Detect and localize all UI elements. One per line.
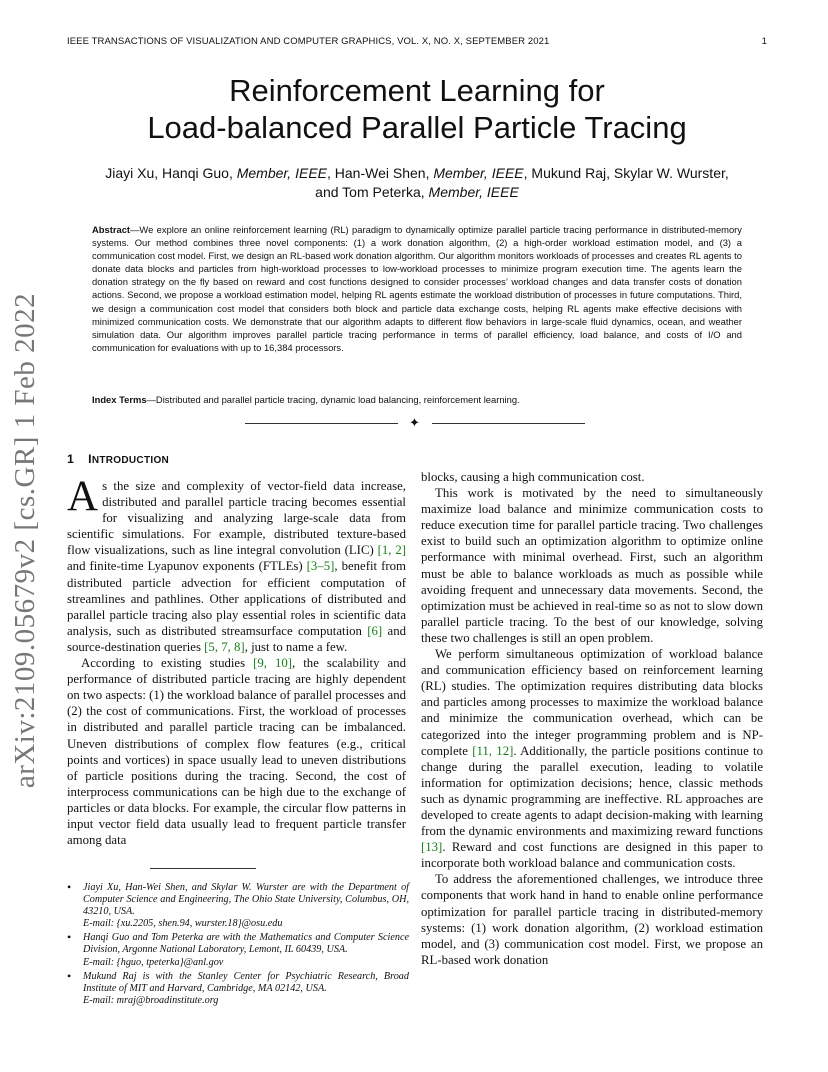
citation-link[interactable]: [6]: [367, 623, 383, 638]
right-column: [421, 469, 763, 968]
paragraph-text: , just to name a few.: [244, 639, 348, 654]
membership: Member, IEEE: [433, 165, 524, 181]
paragraph-text: and source-destination queries: [67, 623, 406, 654]
paragraph: This work is motivated by the need to simultaneously maximize load balance and minimize communication costs to reduce execution time for parallel particle tracing. Two challenges exist to build such an optimization algorithm to optimize online performance with minimal overhead. First, such an algorithm must be able to balance workloads as much as possible while avoiding frequent and unnecessary data movements. Second, the optimization must be achieved in real-time so as not to slow down parallel particle tracing. To the best of our knowledge, solving these two challenges is still an open problem.: [421, 486, 763, 645]
arxiv-stamp: [2, 290, 50, 790]
paragraph-text: . Reward and cost functions are designed in this paper to incorporate both workload balance and communication costs.: [421, 840, 763, 871]
citation-link[interactable]: [13]: [421, 840, 443, 855]
paragraph-text: . Additionally, the particle positions continue to change during the parallel execution, leading to volatile information for optimization decisions; hence, classic methods such as dynamic programming are ineffective. RL approaches are developed to create agents to adapt decision-making with learning from the dynamic environments and maximizing reward functions: [421, 743, 764, 839]
paper-title: [67, 72, 767, 146]
bullet-icon: •: [67, 930, 72, 945]
abstract-text: —We explore an online reinforcement learning (RL) paradigm to dynamically optimize parallel particle tracing performance in distributed-memory systems. Our method combines three novel components: (1) a work donation algorithm, (2) a high-order workload estimation model, and (3) a communication cost model. First, we design an RL-based work donation algorithm. Our algorithm monitors workloads of processes and creates RL agents to donate data blocks and particles from high-workload processes to low-workload processes to minimize program execution time. The agents learn the donation strategy on the fly based on reward and cost functions designed to consider processes’ workload changes and data transfer costs of donation actions. Second, we propose a workload estimation model, helping RL agents estimate the workload distribution of processes in future computations. Third, we design a communication cost model that considers both block and particle data exchange costs, helping RL agents make effective decisions with minimized communication costs. We demonstrate that our algorithm adapts to different flow behaviors in large-scale fluid dynamics, ocean, and weather simulation data. Our algorithm improves parallel particle tracing performance in terms of parallel efficiency, load balance, and costs of I/O and communication for evaluations with up to 16,384 processors.: [92, 224, 742, 353]
email-text: E-mail: {hguo, tpeterka}@anl.gov: [83, 956, 224, 968]
paragraph: To address the aforementioned challenges, we introduce three components that work hand in hand to enable online performance optimization for parallel particle tracing in distributed-memory systems: (1) work donation algorithm, (2) workload estimation model, and (3) communication cost model. First, we propose an RL-based work donation: [421, 872, 763, 967]
title-line-2: Load-balanced Parallel Particle Tracing: [147, 110, 687, 145]
paragraph-text: s the size and complexity of vector-field data increase, distributed and parallel particle tracing becomes essential for visualizing and analyzing large-scale data from scientific simulations. For example, distributed texture-based flow visualizations, such as line integral convolution (LIC): [67, 479, 406, 558]
drop-cap: A: [67, 473, 99, 520]
footnote-item: [67, 968, 409, 1007]
membership: Member, IEEE: [428, 184, 519, 200]
author-line-1: [67, 164, 767, 183]
author-line-2: [67, 183, 767, 202]
paragraph-text: We perform simultaneous optimization of workload balance and communication efficiency based on reinforcement learning (RL) studies. The optimization requires distributing data blocks and particles among processes to maximize the workload balance and minimize the communication overhead, which can be categorized into the integer programming problem and is NP-complete: [421, 647, 763, 758]
index-terms: [92, 393, 742, 406]
author-text: , Mukund Raj, Skylar W. Wurster,: [523, 165, 729, 181]
footnote-item: [67, 932, 409, 968]
abstract-label: Abstract: [92, 224, 131, 235]
journal-name: IEEE TRANSACTIONS OF VISUALIZATION AND COMPUTER GRAPHICS, VOL. X, NO. X, SEPTEMBER 2021: [67, 36, 550, 47]
separator-rule-left: [245, 423, 398, 424]
citation-link[interactable]: [11, 12]: [472, 743, 514, 758]
index-terms-text: —Distributed and parallel particle tracing, dynamic load balancing, reinforcement learning.: [146, 394, 520, 405]
title-line-1: Reinforcement Learning for: [229, 73, 605, 108]
bullet-icon: •: [67, 880, 72, 894]
footnote-rule: [150, 868, 256, 869]
paragraph: [421, 646, 763, 871]
paragraph-text: , the scalability and performance of distributed particle tracing are highly dependent on two aspects: (1) the workload balance of parallel processes and (2) the cost of communications. First, the workload of processes in distributed and parallel particle tracing can be imbalanced. Uneven distributions of complex flow features (e.g., critical points and vortices) in space usually lead to uneven distributions of particle positions during the tracing. Second, the cost of interprocess communications can be high due to the exchange of particles or data blocks. For example, the circular flow patterns in input vector field data usually lead to frequent particle transfer among data: [67, 656, 406, 848]
arxiv-identifier: arXiv:2109.05679v2 [cs.GR] 1 Feb 2022: [9, 292, 42, 788]
author-list: [67, 164, 767, 202]
citation-link[interactable]: [3–5]: [306, 559, 335, 574]
diamond-icon: ✦: [409, 416, 420, 431]
citation-link[interactable]: [1, 2]: [377, 543, 406, 558]
citation-link[interactable]: [5, 7, 8]: [204, 639, 245, 654]
section-title-rest: NTRODUCTION: [91, 455, 170, 466]
affiliation-text: Mukund Raj is with the Stanley Center for Psychiatric Research, Broad Institute of MIT and Harvard, Cambridge, MA 02142, USA.: [83, 970, 409, 994]
footnote-item: [67, 882, 409, 930]
section-number: 1: [67, 452, 75, 466]
left-column: [67, 473, 406, 848]
section-title-initial: I: [88, 452, 92, 466]
author-text: and Tom Peterka,: [315, 184, 429, 200]
paragraph-text: According to existing studies: [81, 656, 254, 671]
running-header: [67, 36, 767, 47]
index-terms-label: Index Terms: [92, 394, 147, 405]
footnotes: [67, 882, 409, 1009]
affiliation-text: Hanqi Guo and Tom Peterka are with the Mathematics and Computer Science Division, Argonne National Laboratory, Lemont, IL 60439, USA.: [83, 932, 409, 956]
affiliation-text: Jiayi Xu, Han-Wei Shen, and Skylar W. Wurster are with the Department of Computer Science and Engineering, The Ohio State University, Columbus, OH, 43210, USA.: [83, 882, 409, 918]
membership: Member, IEEE: [236, 165, 327, 181]
email-text: E-mail: mraj@broadinstitute.org: [83, 994, 219, 1006]
author-text: Jiayi Xu, Hanqi Guo,: [105, 165, 237, 181]
paragraph: [67, 473, 406, 655]
paragraph: [67, 655, 406, 848]
page-number: 1: [761, 36, 767, 47]
paragraph-text: , benefit from distributed particle advection for efficient computation of streamlines and pathlines. Other applications of distributed and parallel particle tracing also play essential roles in scientific data analysis, such as distributed streamsurface computation: [67, 559, 406, 638]
separator-rule-right: [432, 423, 585, 424]
section-heading: [67, 452, 169, 466]
bullet-icon: •: [67, 968, 72, 983]
abstract: [92, 223, 742, 354]
email-text: E-mail: {xu.2205, shen.94, wurster.18}@osu.edu: [83, 918, 283, 930]
paragraph: blocks, causing a high communication cost.: [421, 470, 645, 484]
paragraph-text: and finite-time Lyapunov exponents (FTLEs): [67, 559, 307, 574]
citation-link[interactable]: [9, 10]: [253, 656, 293, 671]
section-separator: [245, 416, 585, 432]
author-text: , Han-Wei Shen,: [327, 165, 434, 181]
